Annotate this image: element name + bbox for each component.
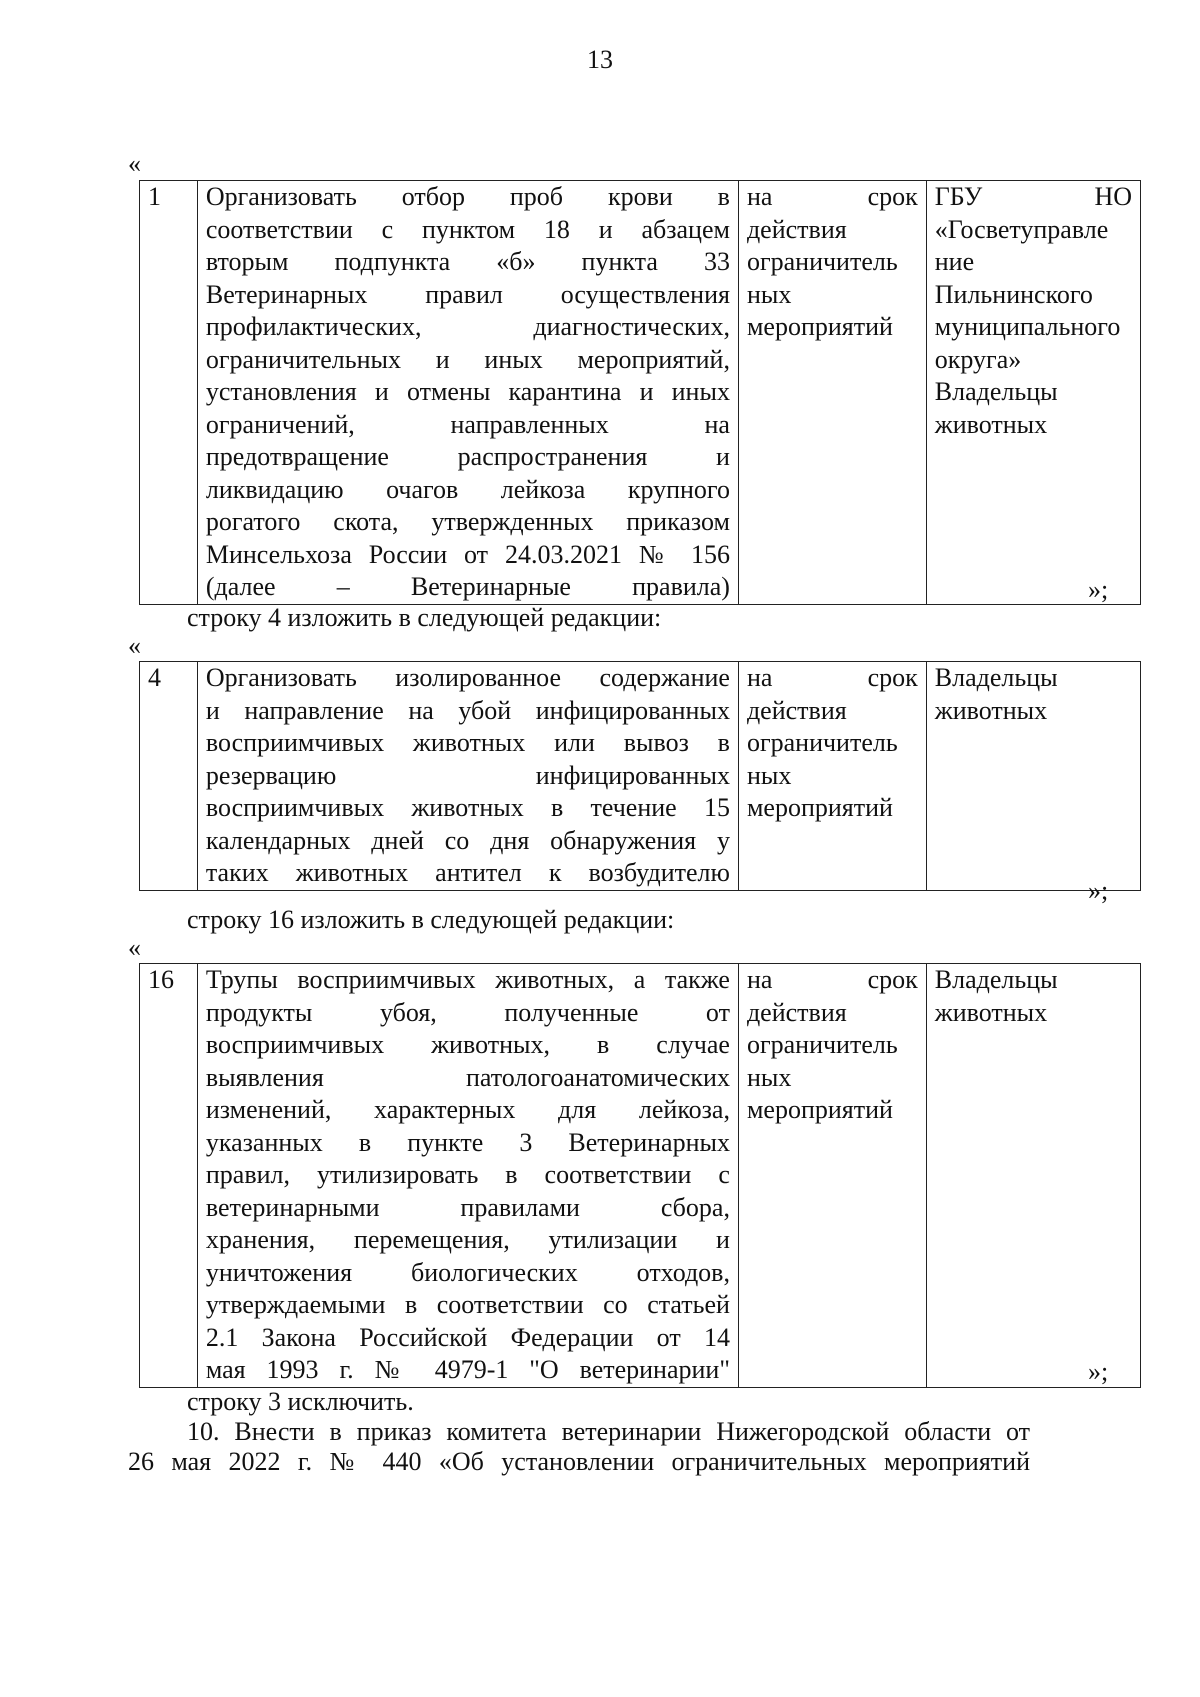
row-number: 16 — [140, 964, 198, 1388]
cell-line: на срок — [746, 663, 918, 692]
cell-line: хранения, перемещения, утилизации и — [205, 1225, 730, 1254]
responsible-text — [926, 964, 1140, 1388]
table-row-1 — [139, 180, 1141, 605]
item10-line2: 26 мая 2022 г. № 440 «Об установлении ограничительных мероприятий — [128, 1447, 1030, 1476]
cell-line: Владельцы — [934, 965, 1058, 994]
closing-quote: »; — [1088, 575, 1109, 604]
cell-line: ограничитель — [746, 247, 898, 276]
cell-line: утверждаемыми в соответствии со статьей — [205, 1290, 730, 1319]
cell-line: профилактических, диагностических, — [205, 312, 730, 341]
cell-line: Владельцы — [934, 663, 1058, 692]
cell-line: вторым подпункта «б» пункта 33 — [205, 247, 730, 276]
cell-line: муниципального — [934, 312, 1121, 341]
closing-quote: »; — [1088, 876, 1109, 905]
cell-line: восприимчивых животных или вывоз в — [205, 728, 730, 757]
cell-line: мая 1993 г. № 4979-1 "О ветеринарии" — [205, 1355, 730, 1384]
cell-line: животных — [934, 695, 1048, 725]
cell-line: ние — [934, 247, 975, 276]
cell-line: на срок — [746, 965, 918, 994]
cell-line: «Госветуправле — [934, 214, 1109, 244]
measure-text — [197, 181, 738, 605]
cell-line: ограничений, направленных на — [205, 409, 730, 439]
cell-line: ных — [746, 1062, 792, 1092]
responsible-text — [926, 181, 1140, 605]
deadline-text — [738, 964, 926, 1388]
cell-line: Минсельхоза России от 24.03.2021 № 156 — [205, 539, 730, 569]
row3-exclude: строку 3 исключить. — [187, 1387, 414, 1416]
cell-line: Организовать изолированное содержание — [205, 663, 730, 692]
cell-line: ограничитель — [746, 728, 898, 757]
cell-line: мероприятий — [746, 793, 893, 822]
cell-line: изменений, характерных для лейкоза, — [205, 1095, 730, 1124]
cell-line: Пильнинского — [934, 279, 1093, 309]
cell-line: Владельцы — [934, 377, 1058, 406]
cell-line: правил, утилизировать в соответствии с — [205, 1160, 730, 1189]
cell-line: животных — [934, 997, 1048, 1027]
cell-line: предотвращение распространения и — [205, 442, 730, 471]
item10-line1: 10. Внести в приказ комитета ветеринарии Нижегородской области от — [187, 1417, 1030, 1446]
row4-intro: строку 4 изложить в следующей редакции: — [187, 603, 662, 632]
row16-intro: строку 16 изложить в следующей редакции: — [187, 905, 675, 934]
row-number: 1 — [140, 181, 198, 605]
closing-quote: »; — [1088, 1357, 1109, 1386]
cell-line: Трупы восприимчивых животных, а также — [205, 965, 730, 994]
cell-line: (далее – Ветеринарные правила) — [205, 572, 730, 601]
cell-line: указанных в пункте 3 Ветеринарных — [205, 1127, 730, 1157]
cell-line: рогатого скота, утвержденных приказом — [205, 507, 730, 536]
cell-line: восприимчивых животных в течение 15 — [205, 793, 730, 822]
cell-line: установления и отмены карантина и иных — [205, 377, 730, 406]
cell-line: ветеринарными правилами сбора, — [205, 1192, 730, 1222]
cell-line: мероприятий — [746, 1095, 893, 1124]
measure-text — [197, 964, 738, 1388]
cell-line: восприимчивых животных, в случае — [205, 1030, 730, 1059]
cell-line: выявления патологоанатомических — [205, 1062, 730, 1092]
cell-line: 2.1 Закона Российской Федерации от 14 — [205, 1322, 730, 1352]
table-row-4 — [139, 661, 1141, 891]
opening-quote: « — [128, 149, 141, 178]
cell-line: ликвидацию очагов лейкоза крупного — [205, 474, 730, 504]
cell-line: таких животных антител к возбудителю — [205, 858, 730, 887]
cell-line: уничтожения биологических отходов, — [205, 1257, 730, 1287]
cell-line: действия — [746, 997, 847, 1027]
cell-line: продукты убоя, полученные от — [205, 997, 730, 1027]
opening-quote: « — [128, 631, 141, 660]
table-row-16 — [139, 963, 1141, 1388]
cell-line: действия — [746, 214, 847, 244]
cell-line: ных — [746, 279, 792, 309]
page-number: 13 — [587, 45, 613, 74]
cell-line: резервацию инфицированных — [205, 760, 730, 790]
cell-line: Ветеринарных правил осуществления — [205, 279, 730, 309]
cell-line: Организовать отбор проб крови в — [205, 182, 730, 211]
cell-line: мероприятий — [746, 312, 893, 341]
row-number: 4 — [140, 662, 198, 891]
cell-line: животных — [934, 409, 1048, 439]
cell-line: и направление на убой инфицированных — [205, 695, 730, 725]
cell-line: ограничитель — [746, 1030, 898, 1059]
cell-line: ограничительных и иных мероприятий, — [205, 344, 730, 374]
deadline-text — [738, 662, 926, 891]
opening-quote: « — [128, 933, 141, 962]
cell-line: действия — [746, 695, 847, 725]
cell-line: ГБУ НО — [934, 182, 1132, 211]
cell-line: ных — [746, 760, 792, 790]
measure-text — [197, 662, 738, 891]
cell-line: соответствии с пунктом 18 и абзацем — [205, 214, 730, 244]
cell-line: на срок — [746, 182, 918, 211]
cell-line: округа» — [934, 344, 1022, 374]
cell-line: календарных дней со дня обнаружения у — [205, 825, 730, 855]
deadline-text — [738, 181, 926, 605]
responsible-text — [926, 662, 1140, 891]
